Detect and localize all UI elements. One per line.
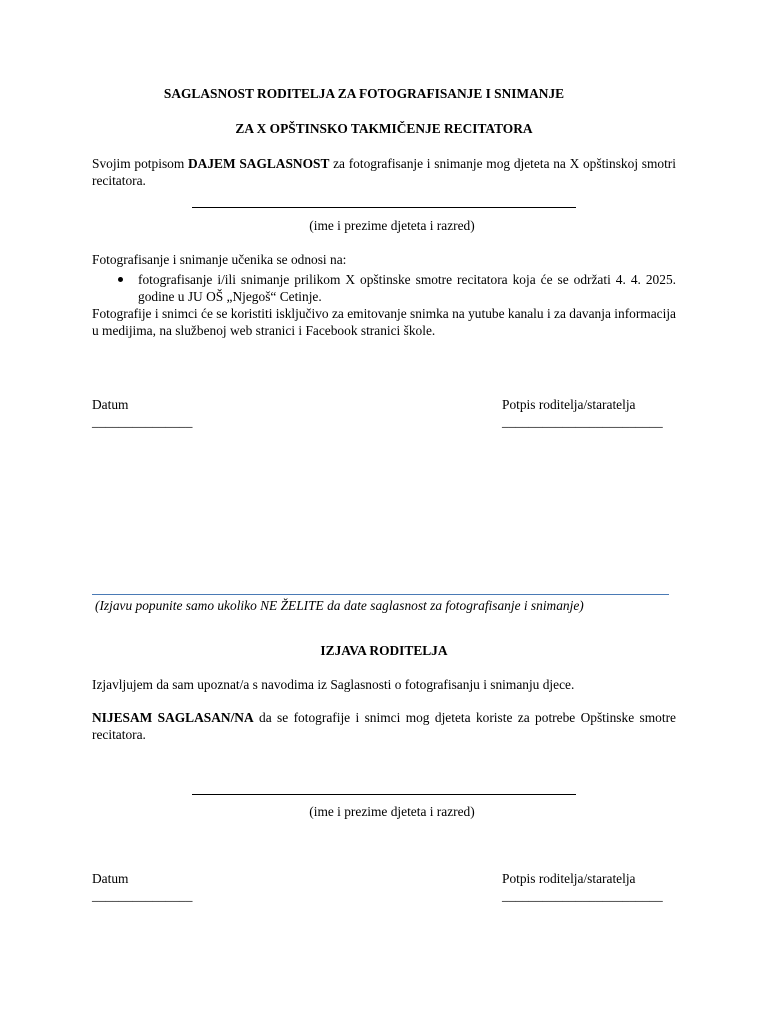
signature-label-2: Potpis roditelja/staratelja	[502, 871, 636, 886]
signature-line: ________________________	[502, 414, 663, 429]
child-name-caption-2: (ime i prezime djeteta i razred)	[309, 804, 475, 819]
document-title: SAGLASNOST RODITELJA ZA FOTOGRAFISANJE I SNIMANJE	[163, 86, 565, 101]
usage-paragraph: Fotografije i snimci će se koristiti isključivo za emitovanje snimka na yutube kanalu i za davanja informacija u medijima, na službenoj web stranici i Facebook stranici škole.	[92, 306, 676, 338]
refusal-note: (Izjavu popunite samo ukoliko NE ŽELITE da date saglasnost za fotografisanje i snimanje)	[95, 598, 584, 613]
consent-rest: za fotografisanje i snimanje mog djeteta na X opštinskoj smotri recitatora.	[92, 156, 676, 188]
bullet-marker	[118, 277, 123, 282]
bullet-text: fotografisanje i/ili snimanje prilikom X opštinske smotre recitatora koja će se održati 4. 4. 2025. godine u JU OŠ „Njegoš“ Cetinje.	[138, 272, 676, 304]
consent-intro: Svojim potpisom	[92, 156, 188, 171]
document-subtitle: ZA X OPŠTINSKO TAKMIČENJE RECITATORA	[235, 121, 533, 136]
date-label: Datum	[92, 397, 129, 412]
relates-to-label: Fotografisanje i snimanje učenika se odnosi na:	[92, 252, 347, 267]
child-name-line-2	[192, 794, 576, 795]
refusal-rest: da se fotografije i snimci mog djeteta koriste za potrebe Opštinske smotre recitatora.	[92, 710, 676, 742]
refusal-bold: NIJESAM SAGLASAN/NA	[92, 710, 254, 725]
statement-title: IZJAVA RODITELJA	[320, 643, 448, 658]
statement-text: Izjavljujem da sam upoznat/a s navodima iz Saglasnosti o fotografisanju i snimanju djece.	[92, 677, 575, 692]
child-name-line	[192, 207, 576, 208]
date-label-2: Datum	[92, 871, 129, 886]
signature-line-2: ________________________	[502, 888, 663, 903]
date-line: _______________	[92, 414, 193, 429]
bullet-list-item	[138, 271, 676, 305]
date-line-2: _______________	[92, 888, 193, 903]
refusal-paragraph	[92, 709, 676, 743]
consent-bold: DAJEM SAGLASNOST	[188, 156, 330, 171]
signature-label: Potpis roditelja/staratelja	[502, 397, 636, 412]
consent-paragraph	[92, 155, 676, 189]
child-name-caption: (ime i prezime djeteta i razred)	[309, 218, 475, 233]
section-separator	[92, 594, 669, 595]
